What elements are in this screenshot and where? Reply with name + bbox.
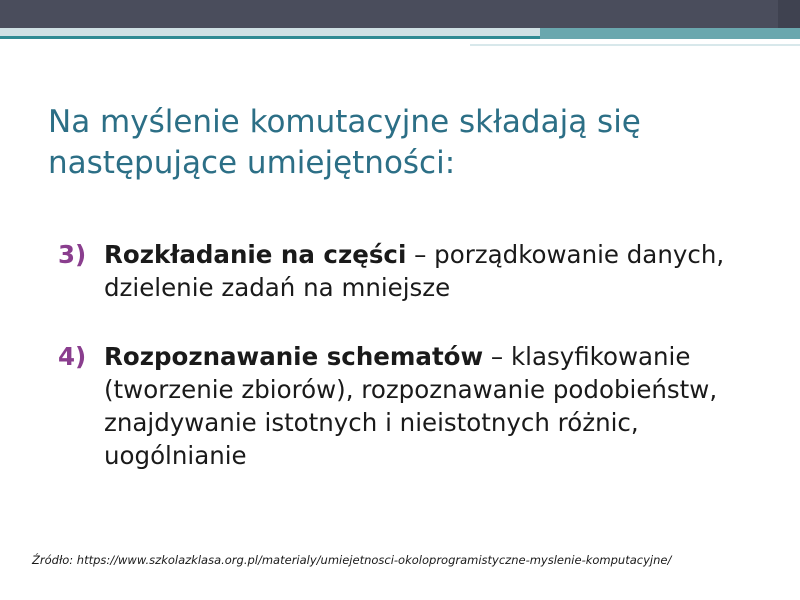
slide-title-line-1: Na myślenie komutacyjne składają się bbox=[48, 104, 641, 140]
list-item-description: – porządkowanie danych, dzielenie zadań na mniejsze bbox=[104, 240, 725, 302]
list-item bbox=[58, 340, 778, 472]
header-band-teal bbox=[540, 28, 800, 39]
list-item-number: 4) bbox=[58, 342, 87, 371]
header-band-dark bbox=[0, 0, 800, 28]
list-item bbox=[58, 238, 778, 304]
list-item-term: Rozpoznawanie schematów bbox=[104, 342, 484, 371]
source-citation: Źródło: https://www.szkolazklasa.org.pl/materialy/umiejetnosci-okoloprogramistyczne-myslenie-komputacyjne/ bbox=[32, 553, 672, 567]
list-item-number: 3) bbox=[58, 240, 87, 269]
header-band-accent bbox=[0, 36, 540, 39]
header-thin-line bbox=[470, 44, 800, 46]
list-item-term: Rozkładanie na części bbox=[104, 240, 407, 269]
header-band-stripe bbox=[778, 0, 800, 28]
list-item-description: – klasyfikowanie (tworzenie zbiorów), rozpoznawanie podobieństw, znajdywanie istotnych i nieistotnych różnic, uogólnianie bbox=[104, 342, 718, 470]
skills-list bbox=[58, 238, 778, 472]
slide-title bbox=[48, 102, 768, 184]
slide-title-line-2: następujące umiejętności: bbox=[48, 145, 456, 181]
